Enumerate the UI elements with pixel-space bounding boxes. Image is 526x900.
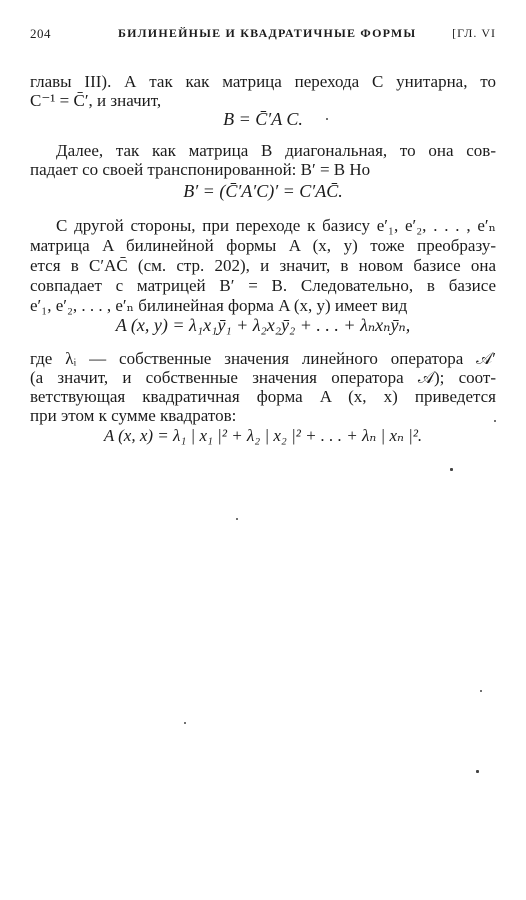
print-speck — [494, 420, 496, 422]
text-line-11: (а значит, и собственные значения оператора 𝒜); соот- — [30, 368, 496, 387]
formula-4: A (x, x) = λ₁ | x₁ |² + λ₂ | x₂ |² + . . . + λₙ | xₙ |². — [103, 426, 423, 445]
text-line-7: ется в C′AC̄ (см. стр. 202), и значит, в новом базисе она — [30, 256, 496, 275]
text-line-9: e′₁, e′₂, . . . , e′ₙ билинейная форма A (x, y) имеет вид — [30, 296, 408, 315]
running-header — [30, 26, 496, 46]
text-line-10: где λᵢ — собственные значения линейного оператора 𝒜′ — [30, 349, 496, 368]
print-speck — [184, 722, 186, 724]
text-line-2: C⁻¹ = C̄′, и значит, — [30, 91, 162, 110]
formula-2: B′ = (C̄′A′C)′ = C′AC̄. — [183, 181, 343, 201]
print-speck — [480, 690, 482, 692]
text-line-8: совпадает с матрицей B′ = B. Следовательно, в базисе — [30, 276, 496, 295]
text-line-3: Далее, так как матрица B диагональная, то она сов- — [56, 141, 496, 160]
text-line-1: главы III). А так как матрица перехода C унитарна, то — [30, 72, 496, 91]
text-line-12: ветствующая квадратичная форма A (x, x) приведется — [30, 387, 496, 406]
chapter-label: [ГЛ. VI — [452, 26, 496, 40]
text-line-5: С другой стороны, при переходе к базису e′₁, e′₂, . . . , e′ₙ — [56, 216, 496, 235]
running-title: БИЛИНЕЙНЫЕ И КВАДРАТИЧНЫЕ ФОРМЫ — [118, 26, 417, 40]
text-line-13: при этом к сумме квадратов: — [30, 406, 237, 425]
formula-3: A (x, y) = λ₁x₁ȳ₁ + λ₂x₂ȳ₂ + . . . + λₙxₙȳₙ, — [115, 315, 411, 335]
text-line-4: падает со своей транспонированной: B′ = B Но — [30, 160, 371, 179]
formula-1: B = C̄′A C. — [223, 109, 303, 129]
text-line-6: матрица A билинейной формы A (x, y) тоже преобразу- — [30, 236, 496, 255]
page-number: 204 — [30, 26, 51, 41]
print-speck — [236, 518, 238, 520]
print-speck — [450, 468, 453, 471]
print-speck — [326, 118, 328, 120]
print-speck — [476, 770, 479, 773]
